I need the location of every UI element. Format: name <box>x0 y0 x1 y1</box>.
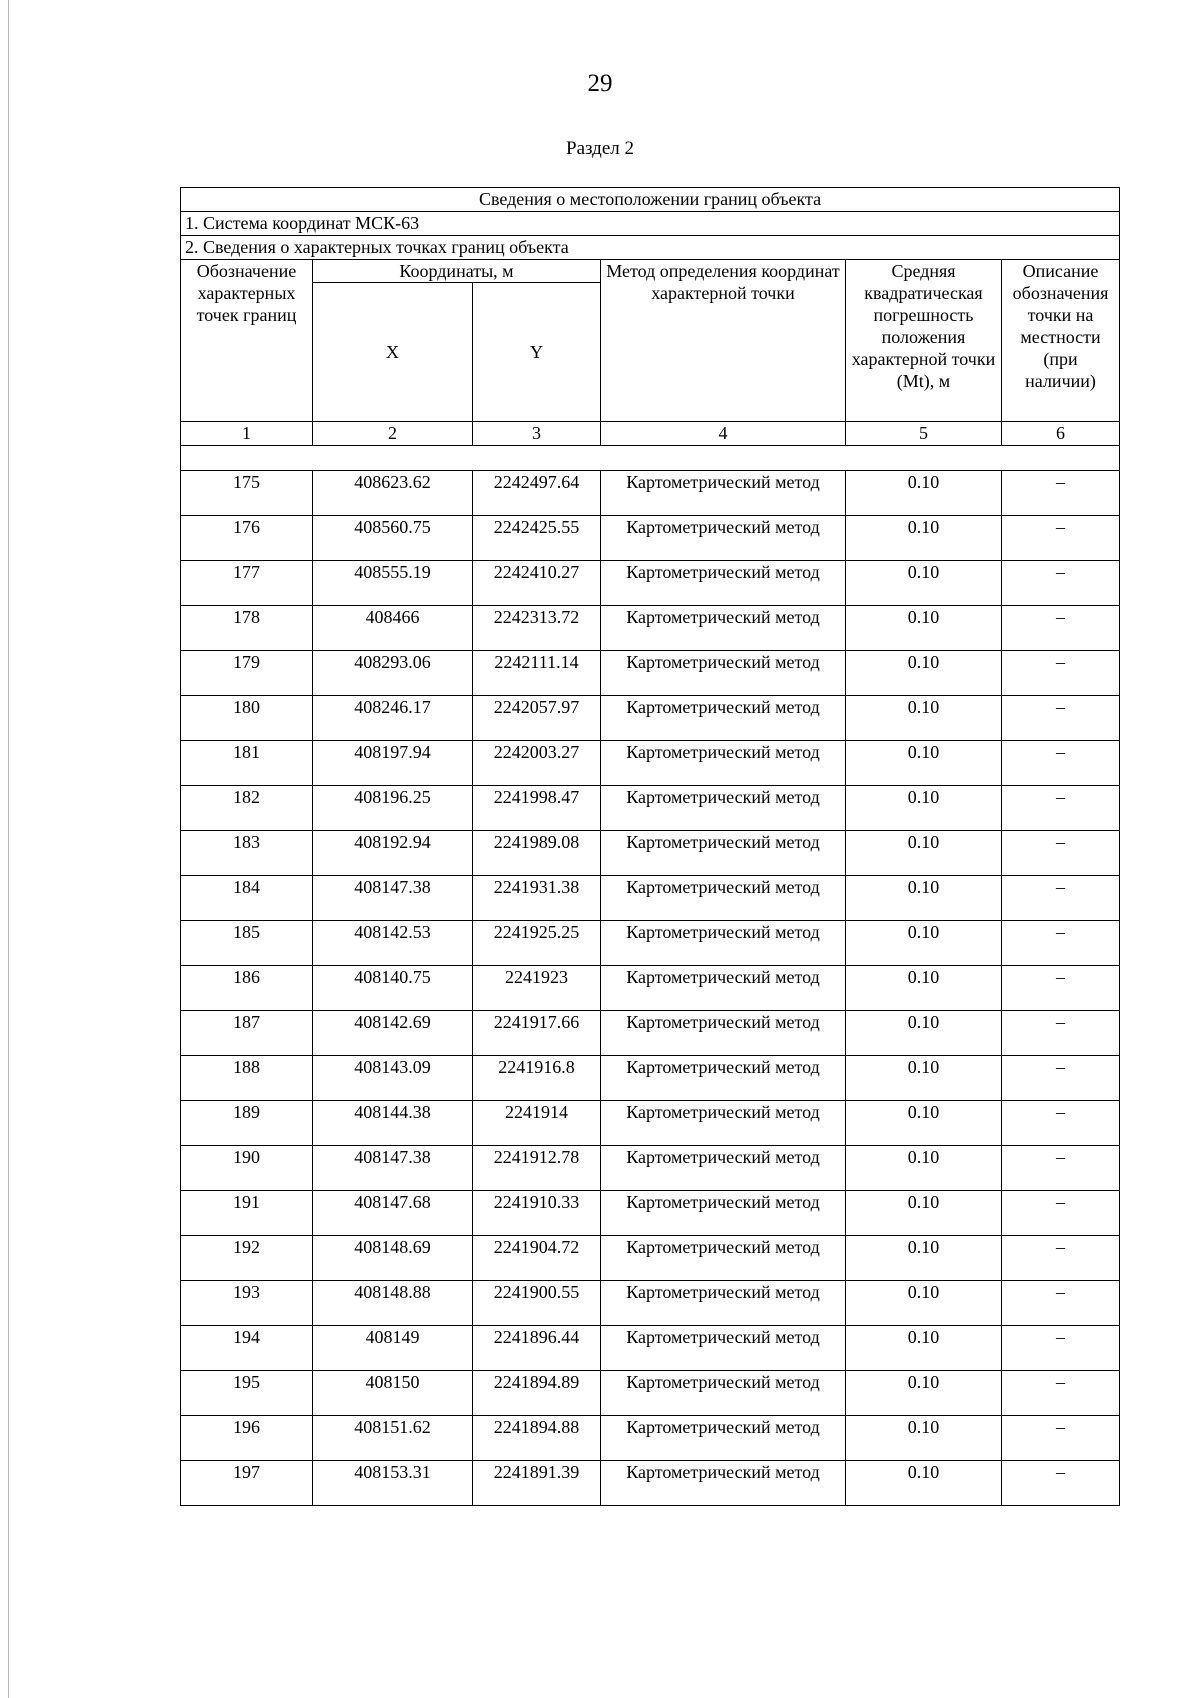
cell-error: 0.10 <box>846 471 1002 516</box>
cell-point: 191 <box>181 1191 313 1236</box>
cell-method: Картометрический метод <box>601 1326 846 1371</box>
cell-y: 2241916.8 <box>473 1056 601 1101</box>
cell-y: 2242003.27 <box>473 741 601 786</box>
cell-x: 408147.38 <box>313 876 473 921</box>
cell-point: 181 <box>181 741 313 786</box>
column-number: 3 <box>473 422 601 446</box>
cell-point: 192 <box>181 1236 313 1281</box>
table-row <box>181 741 1120 786</box>
cell-y: 2242057.97 <box>473 696 601 741</box>
cell-point: 197 <box>181 1461 313 1506</box>
table-row <box>181 471 1120 516</box>
cell-description: – <box>1002 1011 1120 1056</box>
cell-y: 2242111.14 <box>473 651 601 696</box>
table-row <box>181 1371 1120 1416</box>
cell-x: 408150 <box>313 1371 473 1416</box>
cell-method: Картометрический метод <box>601 1416 846 1461</box>
cell-x: 408555.19 <box>313 561 473 606</box>
cell-y: 2242425.55 <box>473 516 601 561</box>
cell-x: 408192.94 <box>313 831 473 876</box>
cell-point: 177 <box>181 561 313 606</box>
table-title-row <box>181 188 1120 212</box>
coordinate-system: 1. Система координат МСК-63 <box>181 212 1120 236</box>
table-row <box>181 696 1120 741</box>
header-error: Средняя квадратическая погрешность положения характерной точки (Mt), м <box>846 260 1002 422</box>
cell-y: 2241998.47 <box>473 786 601 831</box>
cell-method: Картометрический метод <box>601 741 846 786</box>
header-x: X <box>313 283 473 422</box>
cell-error: 0.10 <box>846 876 1002 921</box>
cell-x: 408197.94 <box>313 741 473 786</box>
cell-error: 0.10 <box>846 696 1002 741</box>
column-number: 2 <box>313 422 473 446</box>
cell-point: 194 <box>181 1326 313 1371</box>
cell-error: 0.10 <box>846 1191 1002 1236</box>
cell-error: 0.10 <box>846 741 1002 786</box>
cell-method: Картометрический метод <box>601 516 846 561</box>
cell-description: – <box>1002 921 1120 966</box>
spacer-cell <box>181 446 1120 471</box>
cell-method: Картометрический метод <box>601 1191 846 1236</box>
cell-method: Картометрический метод <box>601 786 846 831</box>
table-row <box>181 651 1120 696</box>
cell-method: Картометрический метод <box>601 561 846 606</box>
cell-description: – <box>1002 786 1120 831</box>
cell-error: 0.10 <box>846 921 1002 966</box>
table-row <box>181 876 1120 921</box>
cell-y: 2241894.88 <box>473 1416 601 1461</box>
header-row <box>181 260 1120 283</box>
table-row <box>181 1011 1120 1056</box>
table-row <box>181 786 1120 831</box>
column-number: 5 <box>846 422 1002 446</box>
cell-point: 186 <box>181 966 313 1011</box>
cell-error: 0.10 <box>846 1416 1002 1461</box>
cell-x: 408140.75 <box>313 966 473 1011</box>
cell-error: 0.10 <box>846 786 1002 831</box>
cell-description: – <box>1002 1236 1120 1281</box>
cell-method: Картометрический метод <box>601 921 846 966</box>
cell-method: Картометрический метод <box>601 1011 846 1056</box>
cell-point: 196 <box>181 1416 313 1461</box>
cell-x: 408143.09 <box>313 1056 473 1101</box>
cell-point: 180 <box>181 696 313 741</box>
cell-method: Картометрический метод <box>601 651 846 696</box>
cell-y: 2242313.72 <box>473 606 601 651</box>
table-row <box>181 516 1120 561</box>
cell-point: 178 <box>181 606 313 651</box>
cell-point: 179 <box>181 651 313 696</box>
column-number: 1 <box>181 422 313 446</box>
cell-description: – <box>1002 651 1120 696</box>
cell-x: 408147.68 <box>313 1191 473 1236</box>
cell-description: – <box>1002 1056 1120 1101</box>
cell-method: Картометрический метод <box>601 1281 846 1326</box>
table-row <box>181 1461 1120 1506</box>
cell-method: Картометрический метод <box>601 1056 846 1101</box>
cell-description: – <box>1002 1281 1120 1326</box>
cell-error: 0.10 <box>846 1326 1002 1371</box>
points-info-row <box>181 236 1120 260</box>
cell-method: Картометрический метод <box>601 1461 846 1506</box>
cell-point: 195 <box>181 1371 313 1416</box>
cell-error: 0.10 <box>846 966 1002 1011</box>
cell-x: 408196.25 <box>313 786 473 831</box>
cell-description: – <box>1002 516 1120 561</box>
table-row <box>181 1191 1120 1236</box>
cell-description: – <box>1002 561 1120 606</box>
cell-method: Картометрический метод <box>601 1146 846 1191</box>
cell-x: 408151.62 <box>313 1416 473 1461</box>
cell-y: 2242497.64 <box>473 471 601 516</box>
cell-y: 2241900.55 <box>473 1281 601 1326</box>
cell-point: 187 <box>181 1011 313 1056</box>
cell-x: 408142.69 <box>313 1011 473 1056</box>
table-row <box>181 561 1120 606</box>
cell-x: 408148.88 <box>313 1281 473 1326</box>
cell-x: 408142.53 <box>313 921 473 966</box>
cell-error: 0.10 <box>846 651 1002 696</box>
page-edge-line <box>8 0 9 1698</box>
cell-method: Картометрический метод <box>601 1101 846 1146</box>
cell-x: 408148.69 <box>313 1236 473 1281</box>
header-y: Y <box>473 283 601 422</box>
cell-method: Картометрический метод <box>601 831 846 876</box>
cell-error: 0.10 <box>846 561 1002 606</box>
cell-description: – <box>1002 741 1120 786</box>
points-info: 2. Сведения о характерных точках границ объекта <box>181 236 1120 260</box>
cell-description: – <box>1002 1101 1120 1146</box>
column-number-row <box>181 422 1120 446</box>
cell-error: 0.10 <box>846 516 1002 561</box>
cell-description: – <box>1002 966 1120 1011</box>
cell-error: 0.10 <box>846 1146 1002 1191</box>
table-row <box>181 831 1120 876</box>
cell-description: – <box>1002 1191 1120 1236</box>
cell-point: 185 <box>181 921 313 966</box>
cell-y: 2241894.89 <box>473 1371 601 1416</box>
cell-method: Картометрический метод <box>601 1371 846 1416</box>
cell-description: – <box>1002 1326 1120 1371</box>
cell-error: 0.10 <box>846 1371 1002 1416</box>
cell-method: Картометрический метод <box>601 876 846 921</box>
cell-description: – <box>1002 1371 1120 1416</box>
cell-error: 0.10 <box>846 831 1002 876</box>
header-method: Метод определения координат характерной точки <box>601 260 846 422</box>
cell-point: 189 <box>181 1101 313 1146</box>
cell-y: 2241891.39 <box>473 1461 601 1506</box>
cell-y: 2241914 <box>473 1101 601 1146</box>
column-number: 6 <box>1002 422 1120 446</box>
cell-method: Картометрический метод <box>601 1236 846 1281</box>
cell-description: – <box>1002 1461 1120 1506</box>
table-row <box>181 606 1120 651</box>
table-title: Сведения о местоположении границ объекта <box>181 188 1120 212</box>
cell-point: 190 <box>181 1146 313 1191</box>
cell-y: 2241989.08 <box>473 831 601 876</box>
table-row <box>181 1236 1120 1281</box>
spacer-row <box>181 446 1120 471</box>
cell-error: 0.10 <box>846 1056 1002 1101</box>
table-row <box>181 1326 1120 1371</box>
table-row <box>181 1056 1120 1101</box>
column-number: 4 <box>601 422 846 446</box>
cell-description: – <box>1002 1146 1120 1191</box>
cell-x: 408623.62 <box>313 471 473 516</box>
cell-method: Картометрический метод <box>601 696 846 741</box>
cell-y: 2242410.27 <box>473 561 601 606</box>
cell-description: – <box>1002 876 1120 921</box>
cell-y: 2241896.44 <box>473 1326 601 1371</box>
cell-error: 0.10 <box>846 606 1002 651</box>
cell-method: Картометрический метод <box>601 606 846 651</box>
cell-y: 2241925.25 <box>473 921 601 966</box>
cell-x: 408149 <box>313 1326 473 1371</box>
cell-error: 0.10 <box>846 1101 1002 1146</box>
header-point: Обозначение характерных точек границ <box>181 260 313 422</box>
cell-x: 408293.06 <box>313 651 473 696</box>
section-title: Раздел 2 <box>566 138 634 159</box>
cell-x: 408466 <box>313 606 473 651</box>
cell-point: 182 <box>181 786 313 831</box>
table-row <box>181 1101 1120 1146</box>
cell-error: 0.10 <box>846 1011 1002 1056</box>
cell-point: 176 <box>181 516 313 561</box>
cell-point: 183 <box>181 831 313 876</box>
cell-method: Картометрический метод <box>601 471 846 516</box>
cell-point: 175 <box>181 471 313 516</box>
cell-error: 0.10 <box>846 1461 1002 1506</box>
cell-y: 2241923 <box>473 966 601 1011</box>
table-row <box>181 1281 1120 1326</box>
table-row <box>181 966 1120 1011</box>
cell-x: 408246.17 <box>313 696 473 741</box>
cell-x: 408153.31 <box>313 1461 473 1506</box>
table-row <box>181 1416 1120 1461</box>
header-coordinates: Координаты, м <box>313 260 601 283</box>
cell-point: 193 <box>181 1281 313 1326</box>
cell-method: Картометрический метод <box>601 966 846 1011</box>
table-row <box>181 1146 1120 1191</box>
cell-x: 408147.38 <box>313 1146 473 1191</box>
cell-x: 408560.75 <box>313 516 473 561</box>
cell-y: 2241931.38 <box>473 876 601 921</box>
cell-y: 2241904.72 <box>473 1236 601 1281</box>
cell-y: 2241910.33 <box>473 1191 601 1236</box>
cell-error: 0.10 <box>846 1281 1002 1326</box>
page-number: 29 <box>587 70 613 97</box>
cell-error: 0.10 <box>846 1236 1002 1281</box>
cell-description: – <box>1002 831 1120 876</box>
header-description: Описание обозначения точки на местности (при наличии) <box>1002 260 1120 422</box>
boundary-points-table <box>180 187 1120 1506</box>
coordinate-system-row <box>181 212 1120 236</box>
table-row <box>181 921 1120 966</box>
cell-description: – <box>1002 1416 1120 1461</box>
cell-point: 188 <box>181 1056 313 1101</box>
cell-description: – <box>1002 471 1120 516</box>
cell-y: 2241917.66 <box>473 1011 601 1056</box>
cell-description: – <box>1002 696 1120 741</box>
cell-point: 184 <box>181 876 313 921</box>
cell-x: 408144.38 <box>313 1101 473 1146</box>
cell-y: 2241912.78 <box>473 1146 601 1191</box>
cell-description: – <box>1002 606 1120 651</box>
